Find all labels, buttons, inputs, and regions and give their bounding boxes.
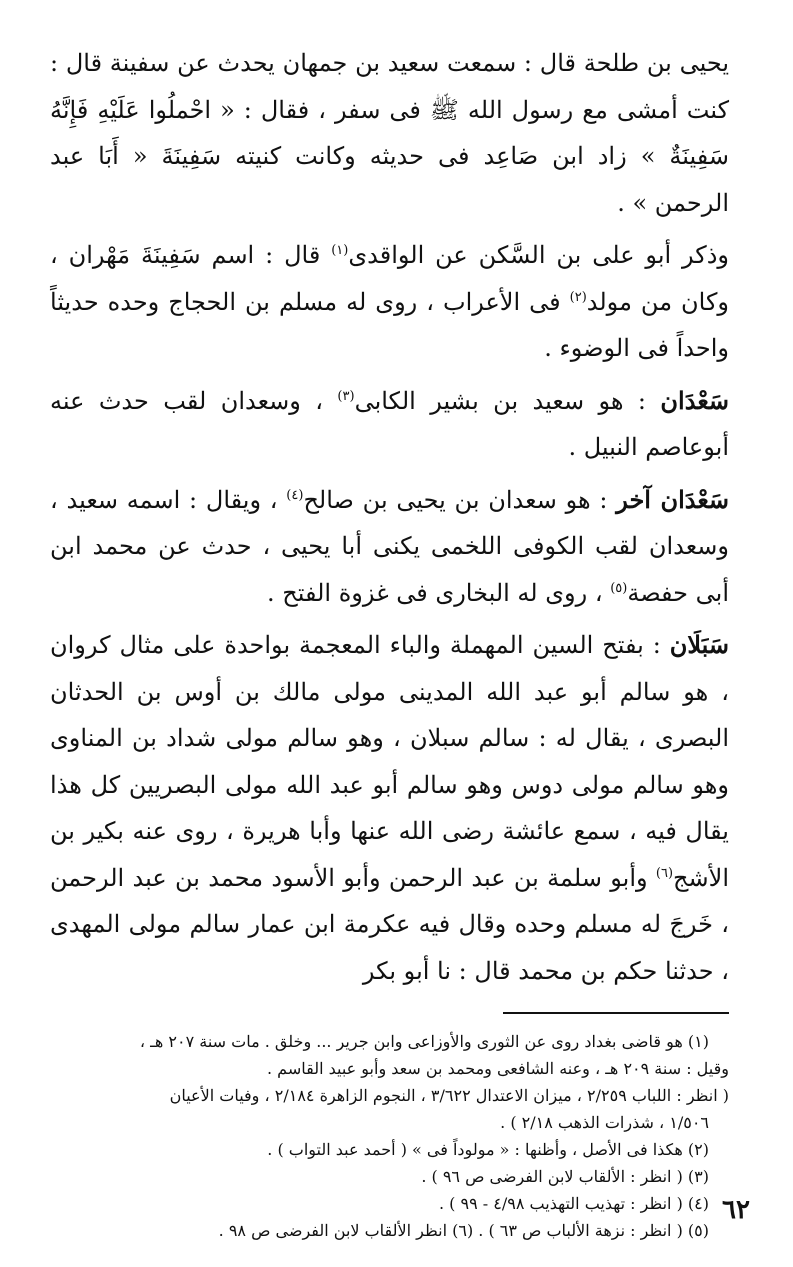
entry-sabalan — [50, 622, 729, 994]
text-line: يحيى بن طلحة قال : سمعت سعيد بن جمهان يحدث عن سفينة قال : — [50, 49, 729, 77]
footnote-line: (٢) هكذا فى الأصل ، وأظنها : « مولوداً فى » ( أحمد عبد التواب ) . — [267, 1140, 709, 1159]
text-line: وكان من مولد$^{(٢)}$ فى الأعراب ، روى له مسلم بن الحجاج وحده حديثاً — [50, 287, 729, 316]
text-line: : بفتح السين المهملة والباء المعجمة بواحدة على مثال كروان ، — [50, 631, 729, 706]
footnote-line: (٥) ( انظر : نزهة الألباب ص ٦٣ ) . (٦) انظر الألقاب لابن الفرضى ص ٩٨ . — [218, 1221, 709, 1240]
footnote-line: (١) هو قاضى بغداد روى عن الثورى والأوزاعى وابن جرير ... وخلق . مات سنة ٢٠٧ هـ ، — [139, 1032, 709, 1051]
entry-sadan — [50, 378, 729, 471]
text-line: له : سالم سبلان ، وهو سالم مولى شداد بن المناوى وهو سالم مولى دوس — [50, 724, 729, 799]
main-text — [50, 40, 729, 994]
text-line: واحداً فى الوضوء . — [544, 334, 729, 362]
text-line: وهو سالم أبو عبد الله مولى البصريين كل هذا يقال فيه ، سمع عائشة رضى — [50, 770, 729, 845]
text-line: هو سالم أبو عبد الله المدينى مولى مالك بن أوس بن الحدثان البصرى ، يقال — [50, 677, 729, 752]
entry-heading: سَعْدَان — [660, 385, 729, 415]
text-line: سعيد ، وسعدان لقب الكوفى اللخمى يكنى أبا يحيى ، حدث عن محمد — [50, 485, 729, 560]
text-line: : هو سعدان بن يحيى بن صالح$^{(٤)}$ ، ويقال : اسمه — [118, 485, 617, 514]
footnote-line: (٣) ( انظر : الألقاب لابن الفرضى ص ٩٦ ) . — [421, 1167, 709, 1186]
entry-heading: سَبَلَان — [669, 630, 729, 659]
entry-sadan-akhar — [50, 477, 729, 617]
text-line: كنت أمشى مع رسول الله ﷺ فى سفر ، فقال : « احْملُوا عَلَيْهِ فَإِنَّهُ — [50, 95, 729, 124]
footnotes — [50, 1028, 729, 1244]
paragraph-safina-name — [50, 232, 729, 372]
footnote-line: (٤) ( انظر : تهذيب التهذيب ٤/٩٨ - ٩٩ ) . — [439, 1194, 709, 1213]
text-line: وذكر أبو على بن السَّكن عن الواقدى$^{(١)}$ قال : اسم سَفِينَةَ مَهْران ، — [50, 241, 729, 269]
paragraph-safina-hadith — [50, 40, 729, 226]
footnote-line: وقيل : سنة ٢٠٩ هـ ، وعنه الشافعى ومحمد بن سعد وأبو عبيد القاسم . — [267, 1059, 729, 1078]
footnote-line: ١/٥٠٦ ، شذرات الذهب ٢/١٨ ) . — [500, 1113, 709, 1132]
text-line: وأبو الأسود محمد بن عبد الرحمن ، خَرجَ له مسلم وحده وقال فيه عكرمة — [50, 863, 730, 938]
text-line: أبوعاصم النبيل . — [568, 433, 729, 461]
footnote-divider — [503, 1012, 729, 1014]
footnote-line: ( انظر : اللباب ٢/٢٥٩ ، ميزان الاعتدال ٣/٦٢٢ ، النجوم الزاهرة ٢/١٨٤ ، وفيات الأعيان — [169, 1086, 729, 1105]
text-line: الله عنها وأبا هريرة ، روى عنه بكير بن الأشج$^{(٦)}$ وأبو سلمة بن عبد الرحمن — [50, 817, 729, 892]
text-line: ابن أبى حفصة$^{(٥)}$ ، روى له البخارى فى غزوة الفتح . — [50, 532, 729, 607]
entry-text — [50, 631, 729, 985]
text-line: سَفِينَةٌ » زاد ابن صَاعِد فى حديثه وكانت كنيته سَفِينَةَ « أَبَا عبد الرحمن » . — [50, 142, 729, 217]
text-line: : هو سعيد بن بشير الكابى$^{(٣)}$ ، وسعدان لقب حدث عنه — [50, 386, 661, 415]
text-line: ابن عمار سالم مولى المهدى ، حدثنا حكم بن محمد قال : نا أبو بكر — [50, 910, 729, 985]
entry-heading: سَعْدَان آخر — [616, 484, 730, 514]
entry-text — [50, 387, 729, 462]
page-number: ٦٢ — [722, 1195, 750, 1225]
